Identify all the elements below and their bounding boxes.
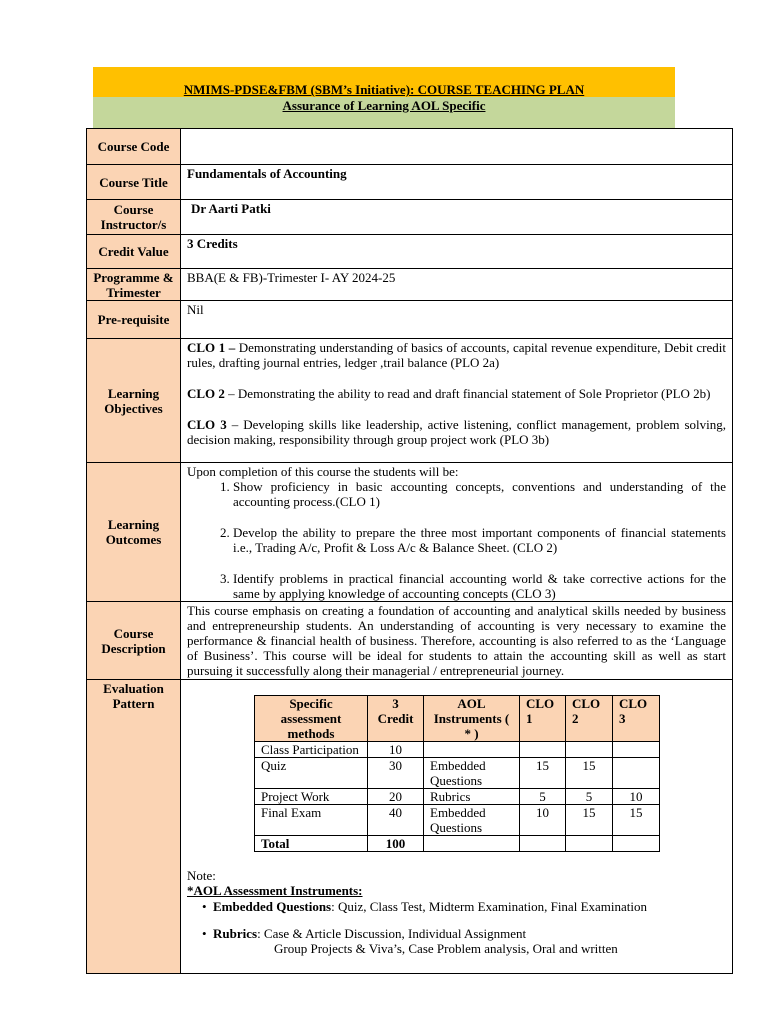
table-row <box>255 805 660 836</box>
row-prereq <box>87 301 733 339</box>
total-label: Total <box>255 836 368 852</box>
course-code-label: Course Code <box>87 129 181 165</box>
cell-clo3: 15 <box>613 805 660 836</box>
table-row <box>255 758 660 789</box>
cell-method: Class Participation <box>255 742 368 758</box>
outcome-item: 1. Show proficiency in basic accounting concepts, conventions and understanding of the accounting process.(CLO 1) <box>233 479 726 509</box>
note-label: Note: <box>187 868 216 883</box>
row-programme <box>87 269 733 301</box>
row-learning-outcomes <box>87 463 733 602</box>
cell-clo2 <box>566 742 613 758</box>
evaluation-header-row <box>255 696 660 742</box>
row-course-description <box>87 602 733 680</box>
cell-clo3 <box>613 742 660 758</box>
course-description-value <box>181 602 733 680</box>
header-aol: AOL Instruments ( * ) <box>424 696 520 742</box>
prereq-value: Nil <box>181 301 733 339</box>
course-plan-table <box>86 128 733 974</box>
instructor-value: Dr Aarti Patki <box>181 200 733 235</box>
total-aol <box>424 836 520 852</box>
table-row <box>255 742 660 758</box>
cell-aol: Rubrics <box>424 789 520 805</box>
total-clo3 <box>613 836 660 852</box>
cell-credit: 30 <box>368 758 424 789</box>
header-clo1: CLO 1 <box>520 696 566 742</box>
cell-method: Final Exam <box>255 805 368 836</box>
learning-objectives-value <box>181 339 733 463</box>
clo-item: CLO 3 – Developing skills like leadership, active listening, conflict management, problem solving, decision making, responsibility through group project work (PLO 3b) <box>187 417 727 447</box>
instructor-label: Course Instructor/s <box>87 200 181 235</box>
course-title-value: Fundamentals of Accounting <box>181 165 733 200</box>
row-instructor <box>87 200 733 235</box>
cell-aol: Embedded Questions <box>424 805 520 836</box>
cell-credit: 40 <box>368 805 424 836</box>
aol-title: *AOL Assessment Instruments: <box>187 883 363 898</box>
cell-credit: 20 <box>368 789 424 805</box>
row-credit <box>87 235 733 269</box>
evaluation-label: Evaluation Pattern <box>87 680 181 974</box>
learning-outcomes-label: Learning Outcomes <box>87 463 181 602</box>
evaluation-value <box>181 680 733 974</box>
header-credit: 3 Credit <box>368 696 424 742</box>
cell-method: Quiz <box>255 758 368 789</box>
programme-label: Programme & Trimester <box>87 269 181 301</box>
cell-credit: 10 <box>368 742 424 758</box>
cell-clo1: 5 <box>520 789 566 805</box>
description-text: This course emphasis on creating a foundation of accounting and analytical skills needed by business and entrepreneurship students. An understanding of accounting is very necessary to examine the performance & financial health of business. Therefore, accounting is also referred to as the ‘Language of Business’. This course will be ideal for students to attain the accounting skill as well as start pursuing it successfully along their managerial / entrepreneurial journey. <box>187 603 726 678</box>
course-title-label: Course Title <box>87 165 181 200</box>
aol-item-embedded: • Embedded Questions: Quiz, Class Test, Midterm Examination, Final Examination <box>202 899 647 914</box>
outcome-item: 2. Develop the ability to prepare the three most important components of financial statements i.e., Trading A/c, Profit & Loss A/c & Balance Sheet. (CLO 2) <box>233 525 726 555</box>
course-description-label: Course Description <box>87 602 181 680</box>
row-learning-objectives <box>87 339 733 463</box>
cell-clo3: 10 <box>613 789 660 805</box>
cell-clo1: 15 <box>520 758 566 789</box>
cell-aol <box>424 742 520 758</box>
clo-item: CLO 1 – Demonstrating understanding of basics of accounts, capital revenue expenditure, Debit credit rules, drafting journal entries, ledger ,trail balance (PLO 2a) <box>187 340 726 370</box>
outcome-item: 3. Identify problems in practical financial accounting world & take corrective actions for the same by applying knowledge of accounting concepts (CLO 3) <box>233 571 726 601</box>
cell-clo2: 5 <box>566 789 613 805</box>
bullet-icon: • <box>202 899 207 914</box>
cell-method: Project Work <box>255 789 368 805</box>
header-methods: Specific assessment methods <box>255 696 368 742</box>
cell-clo3 <box>613 758 660 789</box>
header-clo2: CLO 2 <box>566 696 613 742</box>
course-code-value <box>181 129 733 165</box>
evaluation-table <box>254 695 660 852</box>
table-row <box>255 789 660 805</box>
cell-clo2: 15 <box>566 758 613 789</box>
cell-clo1: 10 <box>520 805 566 836</box>
cell-aol: Embedded Questions <box>424 758 520 789</box>
credit-value: 3 Credits <box>181 235 733 269</box>
programme-value: BBA(E & FB)-Trimester I- AY 2024-25 <box>181 269 733 301</box>
prereq-label: Pre-requisite <box>87 301 181 339</box>
row-evaluation <box>87 680 733 974</box>
total-clo1 <box>520 836 566 852</box>
header-clo3: CLO 3 <box>613 696 660 742</box>
total-row <box>255 836 660 852</box>
total-clo2 <box>566 836 613 852</box>
row-course-code <box>87 129 733 165</box>
aol-item-rubrics: • Rubrics: Case & Article Discussion, Individual Assignment Group Projects & Viva’s, Case Problem analysis, Oral and written <box>202 926 618 956</box>
cell-clo2: 15 <box>566 805 613 836</box>
bullet-icon: • <box>202 926 207 941</box>
clo-item: CLO 2 – Demonstrating the ability to read and draft financial statement of Sole Proprietor (PLO 2b) <box>187 386 711 401</box>
row-course-title <box>87 165 733 200</box>
plan-header-subtitle: Assurance of Learning AOL Specific <box>93 97 675 128</box>
plan-header-title: NMIMS-PDSE&FBM (SBM’s Initiative): COURSE TEACHING PLAN <box>93 67 675 97</box>
aol-list <box>187 899 726 956</box>
outcomes-intro: Upon completion of this course the students will be: <box>187 464 459 479</box>
credit-label: Credit Value <box>87 235 181 269</box>
cell-clo1 <box>520 742 566 758</box>
outcomes-list <box>187 479 726 601</box>
learning-objectives-label: Learning Objectives <box>87 339 181 463</box>
total-credit: 100 <box>368 836 424 852</box>
learning-outcomes-value <box>181 463 733 602</box>
